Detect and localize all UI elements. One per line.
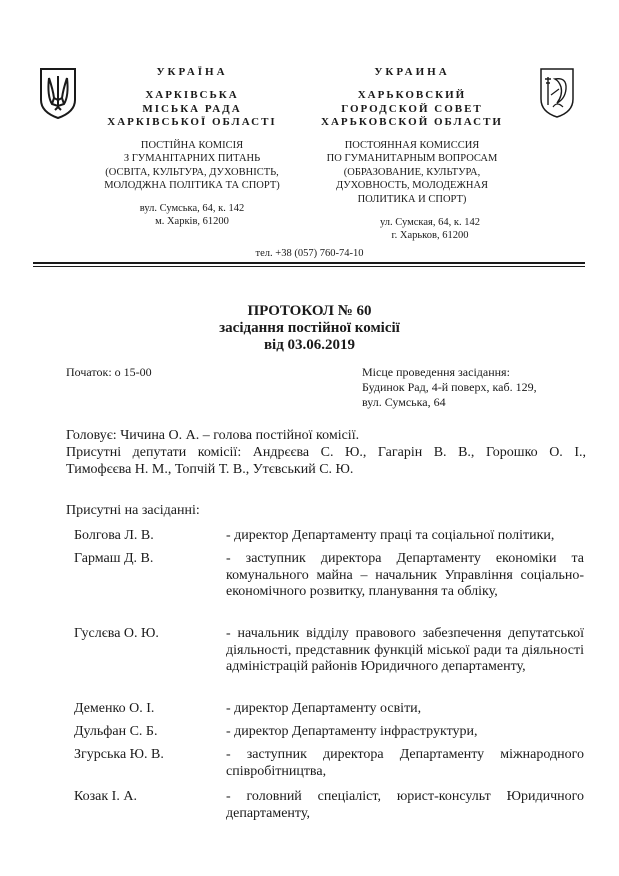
document-title [0,303,619,354]
country-ua: УКРАЇНА [156,66,228,78]
chair-line: Головує: Чичина О. А. – голова постійної комісії. [66,428,360,443]
attendee-role: - директор Департаменту інфраструктури, [226,724,478,739]
commission-line-ua: ПОСТІЙНА КОМІСІЯ [140,139,244,151]
attendee-role: - начальник відділу правового забезпечення депутатської діяльності, представник функцій міської ради та діяльності адміністрацій районів Юридичного департаменту, [226,626,584,674]
attendee-name: Гармаш Д. В. [74,551,154,566]
address-line-ru: г. Харьков, 61200 [391,230,469,241]
attendee-name: Деменко О. І. [74,701,155,716]
address-ua [86,202,298,228]
org-line-ua: ХАРКІВСЬКА [145,89,239,101]
venue-line: Будинок Рад, 4-й поверх, каб. 129, [362,380,537,394]
attendee-name: Болгова Л. В. [74,528,154,543]
attendee-role: - головний спеціаліст, юрист-консульт Юридичного департаменту, [226,789,584,821]
org-line-ua: ХАРКІВСЬКОЇ ОБЛАСТІ [107,116,277,128]
country-ru: УКРАИНА [374,66,450,78]
kharkiv-city-coat-of-arms-icon [539,67,575,119]
org-line-ru: ХАРЬКОВСКИЙ [357,89,467,101]
header-ru [302,66,522,206]
venue [362,365,537,410]
address-line-ua: м. Харків, 61200 [155,216,229,227]
address-line-ru: ул. Сумская, 64, к. 142 [380,217,480,228]
commission-line-ua: МОЛОДЖНА ПОЛІТИКА ТА СПОРТ) [104,180,280,191]
attendee-role: - директор Департаменту освіти, [226,701,422,716]
attendee-name: Згурська Ю. В. [74,747,164,762]
commission-line-ru: ПО ГУМАНИТАРНЫМ ВОПРОСАМ [326,153,498,164]
title-line: засідання постійної комісії [219,320,400,336]
commission-line-ru: ПОЛИТИКА И СПОРТ) [357,193,467,205]
commission-line-ru: (ОБРАЗОВАНИЕ, КУЛЬТУРА, [343,166,481,178]
address-line-ua: вул. Сумська, 64, к. 142 [139,203,245,214]
chair-block [66,427,586,478]
org-line-ua: МІСЬКА РАДА [142,102,242,115]
address-ru [320,216,540,242]
phone: тел. +38 (057) 760-74-10 [255,248,364,259]
start-time: Початок: о 15-00 [66,365,152,379]
title-line: від 03.06.2019 [263,337,356,353]
org-line-ru: ГОРОДСКОЙ СОВЕТ [341,102,483,115]
members-line: Тимофєєва Н. М., Топчій Т. В., Утєвський С. Ю. [66,462,354,477]
attendee-name: Козак І. А. [74,789,137,804]
org-line-ru: ХАРЬКОВСКОЙ ОБЛАСТИ [321,116,503,128]
trident-coat-of-arms-icon [38,66,78,120]
attendee-role: - заступник директора Департаменту міжнародного співробітництва, [226,747,584,779]
commission-line-ua: З ГУМАНІТАРНИХ ПИТАНЬ [123,153,261,164]
attendee-name: Дульфан С. Б. [74,724,158,739]
header-divider [33,262,585,264]
venue-line: Місце проведення засідання: [362,365,510,379]
title-line: ПРОТОКОЛ № 60 [247,303,372,319]
commission-line-ru: ДУХОВНОСТЬ, МОЛОДЕЖНАЯ [335,180,489,191]
header-ua [86,66,298,193]
venue-line: вул. Сумська, 64 [362,395,446,409]
attendee-role: - директор Департаменту праці та соціальної політики, [226,528,555,543]
commission-line-ua: (ОСВІТА, КУЛЬТУРА, ДУХОВНІСТЬ, [105,166,279,178]
commission-line-ru: ПОСТОЯННАЯ КОМИССИЯ [344,139,480,151]
header-divider-thin [33,266,585,267]
attendee-role: - заступник директора Департаменту економіки та комунального майна – начальник Управління соціально-економічного розвитку, планування та обліку, [226,551,584,599]
attendees-heading: Присутні на засіданні: [66,503,200,518]
members-line: Присутні депутати комісії: Андрєєва С. Ю., Гагарін В. В., Горошко О. І., [66,445,586,460]
attendee-name: Гуслєва О. Ю. [74,626,159,641]
